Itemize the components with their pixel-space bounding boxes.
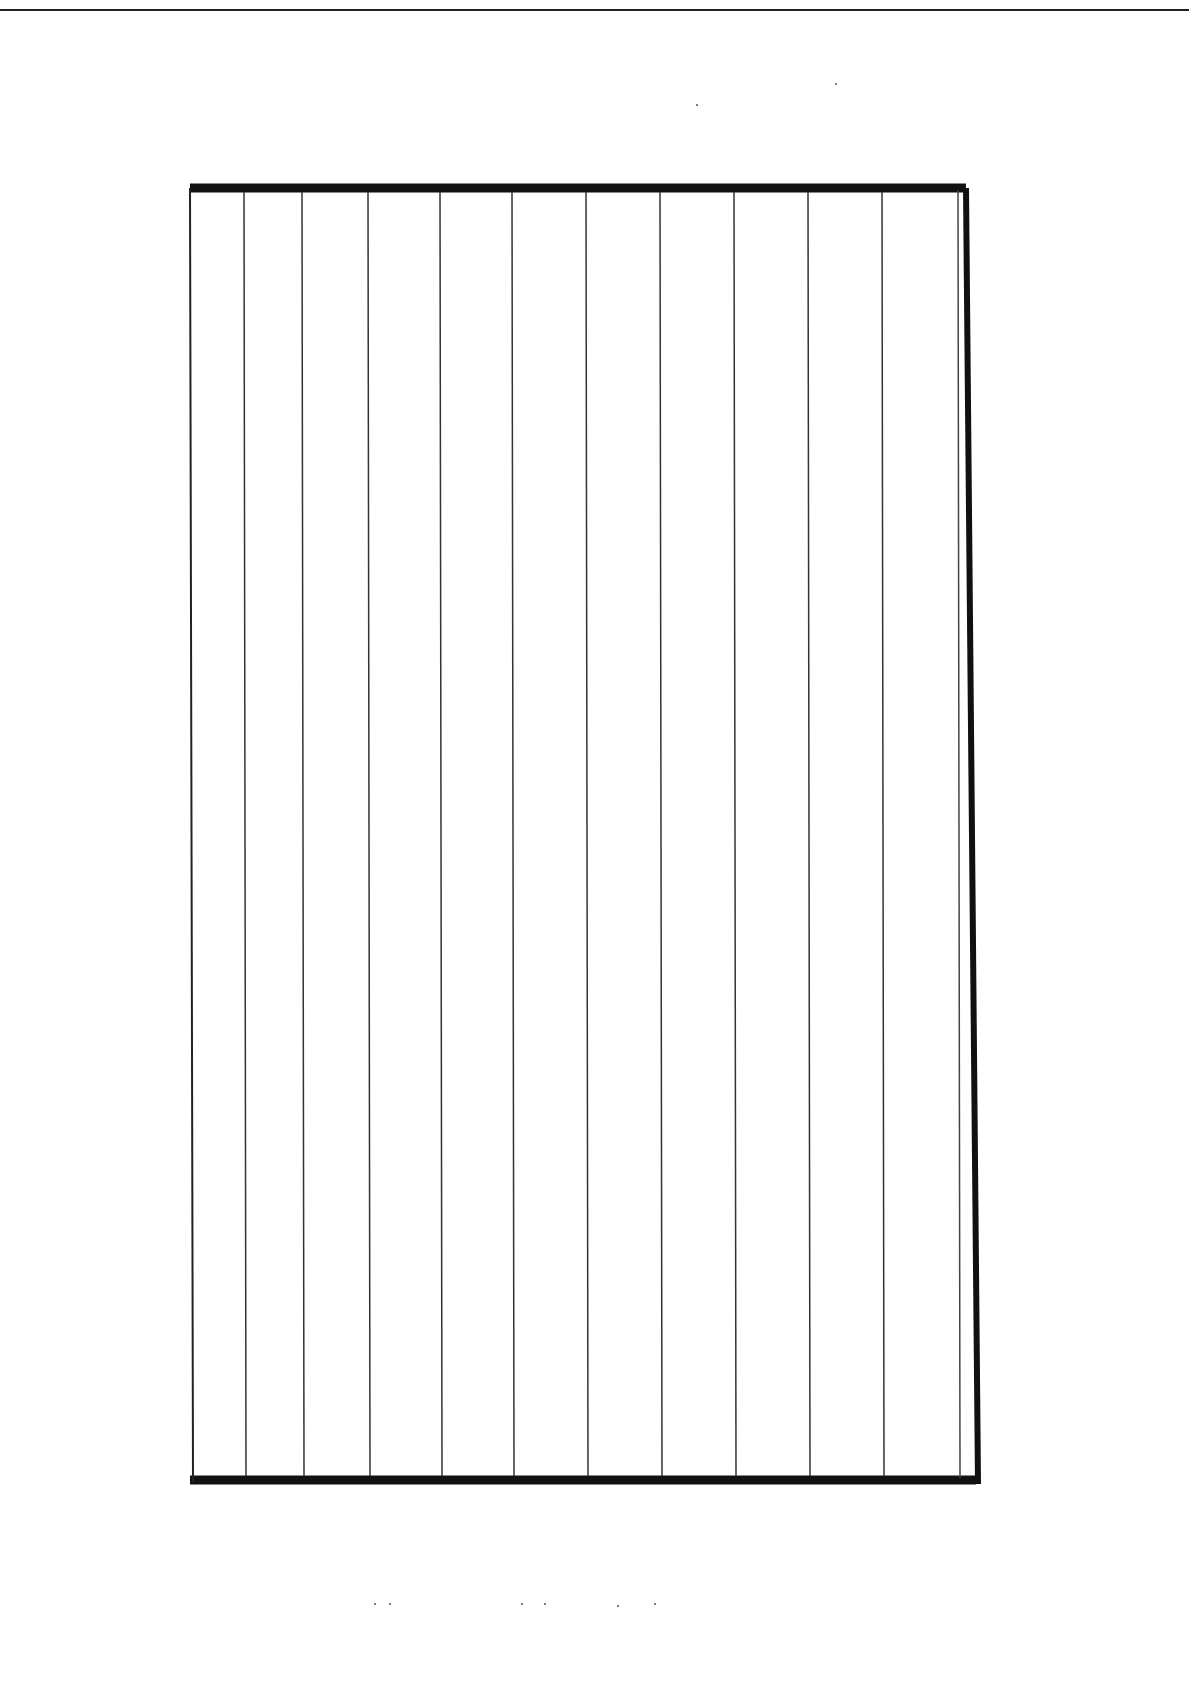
- scan-specks: [374, 83, 837, 1607]
- column-dividers: [244, 192, 884, 1476]
- page-frame: [190, 188, 978, 1484]
